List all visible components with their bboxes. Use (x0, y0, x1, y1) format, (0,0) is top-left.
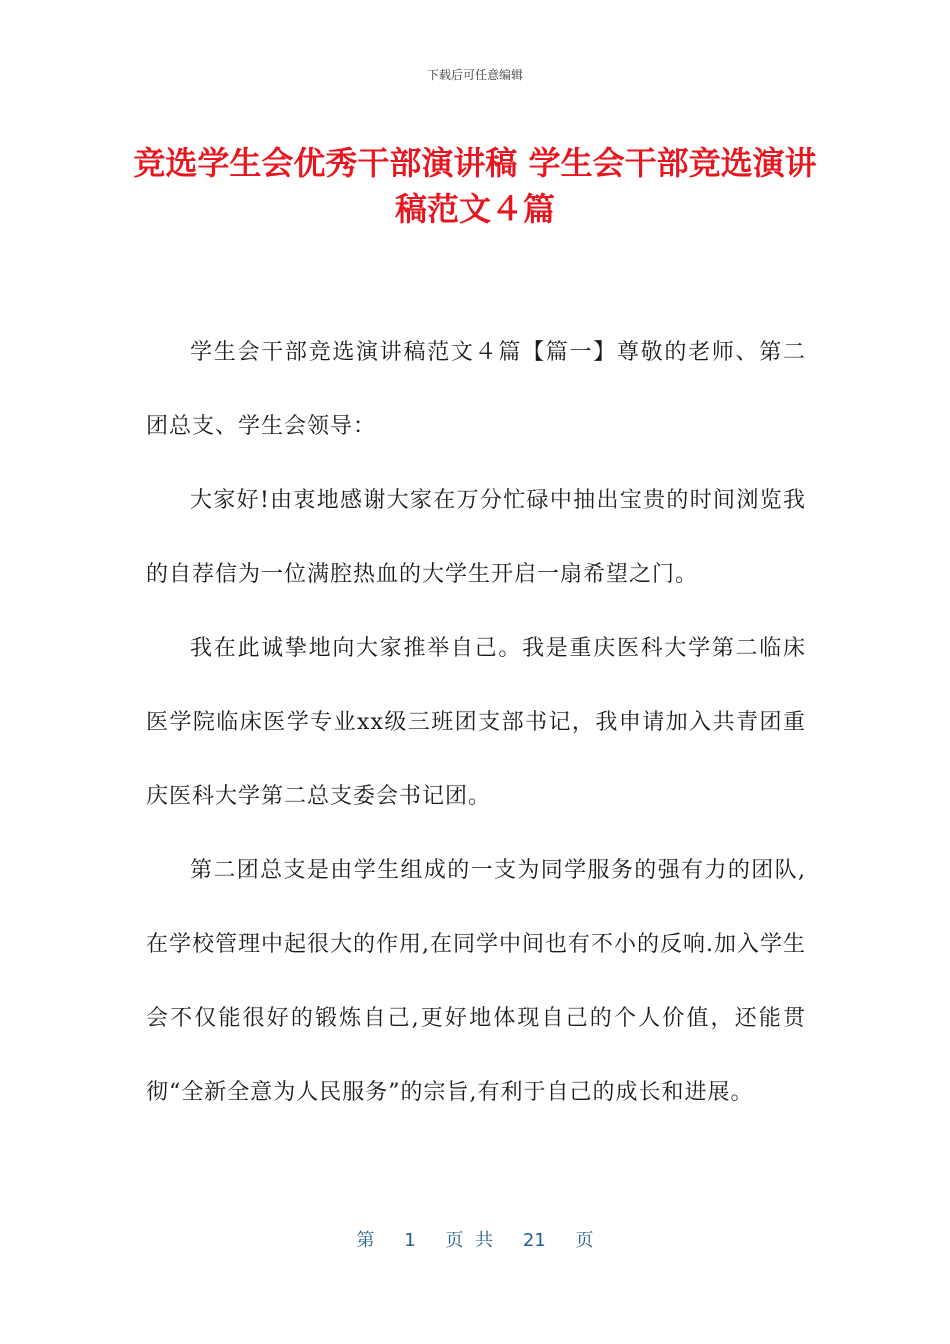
page-middle: 页 共 (445, 1230, 494, 1251)
document-title: 竞选学生会优秀干部演讲稿 学生会干部竞选演讲稿范文４篇 (133, 144, 817, 228)
paragraph: 我在此诚挚地向大家推举自己。我是重庆医科大学第二临床医学院临床医学专业xx级三班团支部书记，我申请加入共青团重庆医科大学第二总支委会书记团。 (146, 636, 806, 809)
page-footer (0, 1226, 950, 1252)
page-suffix: 页 (575, 1230, 594, 1251)
total-pages-number: 21 (522, 1230, 546, 1251)
header-note: 下载后可任意编辑 (426, 68, 523, 82)
paragraph: 学生会干部竞选演讲稿范文４篇【篇一】尊敬的老师、第二团总支、学生会领导： (146, 340, 806, 439)
page-prefix: 第 (356, 1230, 375, 1251)
document-body (146, 316, 806, 1130)
current-page-number: 1 (404, 1230, 416, 1251)
paragraph: 第二团总支是由学生组成的一支为同学服务的强有力的团队,在学校管理中起很大的作用,在同学中间也有不小的反响.加入学生会不仅能很好的锻炼自己,更好地体现自己的个人价值，还能贯彻“全新全意为人民服务”的宗旨,有利于自己的成长和进展。 (146, 858, 806, 1105)
paragraph: 大家好!由衷地感谢大家在万分忙碌中抽出宝贵的时间浏览我的自荐信为一位满腔热血的大学生开启一扇希望之门。 (146, 488, 806, 587)
